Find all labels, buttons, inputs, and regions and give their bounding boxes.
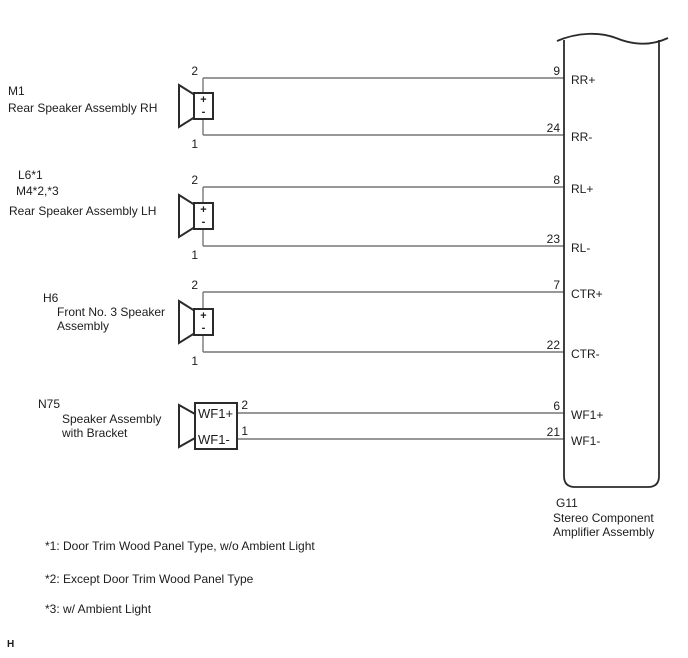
- speaker3-terminal-bottom: 1: [191, 354, 198, 368]
- amp-pin-number: 22: [546, 338, 560, 352]
- amp-pin-number: 6: [553, 399, 560, 413]
- speaker2-id-line1: L6*1: [18, 168, 43, 182]
- speaker4-cone: [179, 405, 195, 447]
- footnote-1: *1: Door Trim Wood Panel Type, w/o Ambient Light: [45, 539, 315, 553]
- amp-pin-number: 24: [546, 121, 560, 135]
- amp-signal-label: WF1-: [571, 434, 601, 448]
- speaker4-terminal-top: 2: [241, 398, 248, 412]
- speaker3-minus-sign: -: [201, 322, 206, 334]
- amp-pin-number: 21: [546, 425, 560, 439]
- speaker2-terminal-top: 2: [191, 173, 198, 187]
- speaker1-cone: [179, 85, 195, 127]
- amplifier-name-line2: Amplifier Assembly: [553, 525, 655, 539]
- amp-signal-label: RL+: [571, 182, 594, 196]
- speaker3-name-line1: Front No. 3 Speaker: [57, 305, 166, 319]
- speaker2-plus-sign: +: [200, 204, 207, 216]
- amplifier-break-wave: [557, 34, 668, 44]
- amp-signal-label: CTR+: [571, 287, 603, 301]
- amp-signal-label: RR+: [571, 73, 596, 87]
- speaker4-box-label-bottom: WF1-: [198, 432, 230, 447]
- amplifier-code: G11: [556, 496, 578, 510]
- speaker4-id: N75: [38, 397, 61, 411]
- speaker3-terminal-top: 2: [191, 278, 198, 292]
- footnote-2: *2: Except Door Trim Wood Panel Type: [45, 572, 254, 586]
- speaker4-name-line1: Speaker Assembly: [62, 412, 162, 426]
- speaker1-terminal-top: 2: [191, 64, 198, 78]
- speaker1-plus-sign: +: [200, 94, 207, 106]
- speaker2-cone: [179, 195, 195, 237]
- amp-pin-number: 7: [553, 278, 560, 292]
- speaker2-name: Rear Speaker Assembly LH: [9, 204, 157, 218]
- speaker1-minus-sign: -: [201, 106, 206, 118]
- speaker1-name: Rear Speaker Assembly RH: [8, 101, 158, 115]
- amp-pin-number: 9: [553, 64, 560, 78]
- amp-pin-number: 8: [553, 173, 560, 187]
- wires: [203, 78, 564, 439]
- amplifier-name-line1: Stereo Component: [553, 511, 654, 525]
- footnote-3: *3: w/ Ambient Light: [45, 602, 152, 616]
- amp-signal-label: WF1+: [571, 408, 604, 422]
- speaker3-id: H6: [43, 291, 59, 305]
- amp-pin-number: 23: [546, 232, 560, 246]
- speaker2-terminal-bottom: 1: [191, 248, 198, 262]
- page-marker: H: [7, 639, 15, 650]
- speaker4-terminal-bottom: 1: [241, 424, 248, 438]
- speaker3-cone: [179, 301, 195, 343]
- amp-signal-label: RR-: [571, 130, 593, 144]
- amp-signal-label: RL-: [571, 241, 591, 255]
- speaker2-minus-sign: -: [201, 216, 206, 228]
- speaker3-plus-sign: +: [200, 310, 207, 322]
- amp-signal-label: CTR-: [571, 347, 600, 361]
- speaker4-box-label-top: WF1+: [198, 406, 234, 421]
- speaker4-name-line2: with Bracket: [62, 426, 128, 440]
- speaker2-id-line2: M4*2,*3: [16, 184, 59, 198]
- speaker1-terminal-bottom: 1: [191, 137, 198, 151]
- speaker1-id: M1: [8, 84, 25, 98]
- speaker3-name-line2: Assembly: [57, 319, 110, 333]
